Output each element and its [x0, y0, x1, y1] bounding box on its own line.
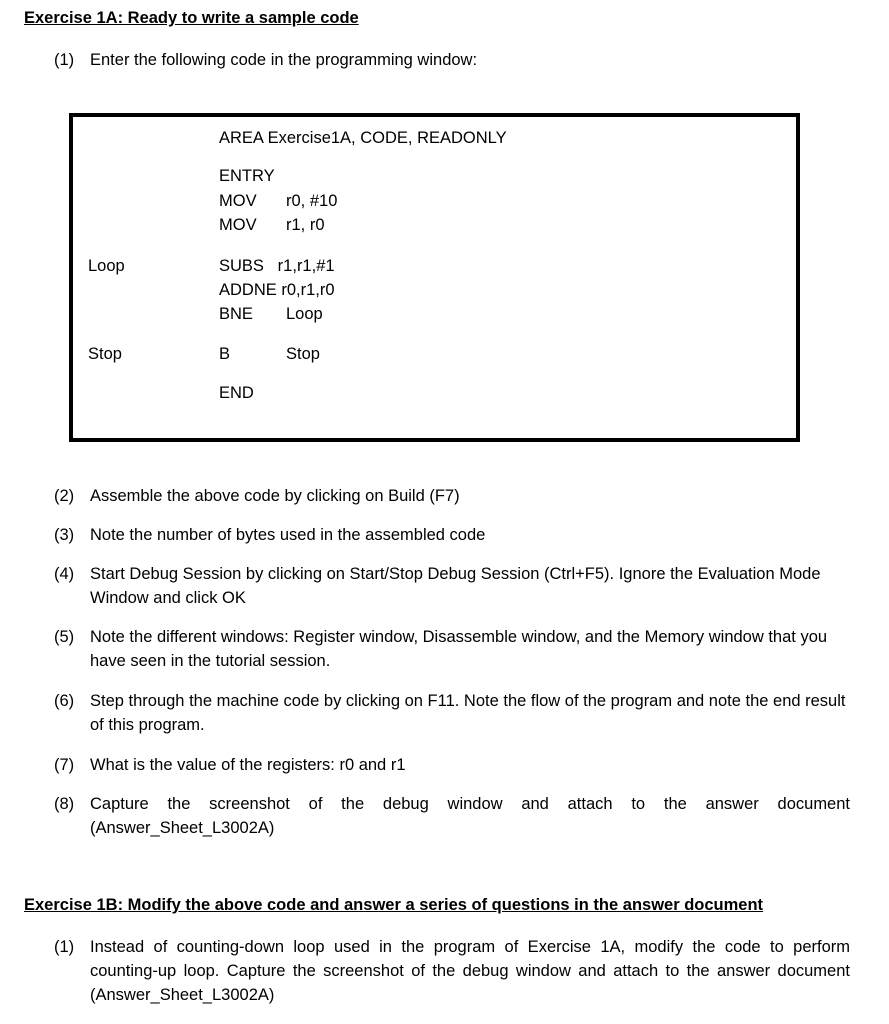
step-text: Start Debug Session by clicking on Start/Stop Debug Session (Ctrl+F5). Ignore the Evaluation Mode Window and click OK — [90, 565, 821, 607]
exercise-1a-step-4 — [54, 562, 850, 610]
step-text: Note the different windows: Register window, Disassemble window, and the Memory window that you have seen in the tutorial session. — [90, 628, 828, 670]
code-subs-line: SUBS r1,r1,#1 — [219, 257, 335, 275]
exercise-1a-title: Exercise 1A: Ready to write a sample code — [24, 9, 359, 27]
code-mov-2-args: r1, r0 — [286, 216, 325, 234]
code-b-op: B — [219, 345, 231, 363]
code-area-line: AREA Exercise1A, CODE, READONLY — [219, 129, 507, 147]
exercise-1a-step-5 — [54, 625, 850, 673]
code-end-line: END — [219, 384, 254, 402]
code-bne-args: Loop — [286, 305, 323, 323]
step-number: (6) — [54, 692, 75, 710]
exercise-1b-title: Exercise 1B: Modify the above code and answer a series of questions in the answer document — [24, 896, 764, 914]
code-mov-2-op: MOV — [219, 216, 257, 234]
exercise-1a-step-6 — [54, 689, 850, 737]
code-bne-op: BNE — [219, 305, 253, 323]
step-text: Step through the machine code by clicking on F11. Note the flow of the program and note the end result of this program. — [90, 692, 846, 734]
step-number: (1) — [54, 51, 75, 69]
exercise-1a-step-3 — [54, 523, 850, 547]
code-mov-1-op: MOV — [219, 192, 257, 210]
code-listing-box — [69, 113, 800, 442]
step-number: (2) — [54, 487, 75, 505]
step-number: (8) — [54, 795, 75, 813]
step-number: (5) — [54, 628, 75, 646]
step-number: (4) — [54, 565, 75, 583]
step-text: Capture the screenshot of the debug window and attach to the answer document (Answer_Sheet_L3002A) — [90, 795, 850, 837]
exercise-1b-step-1 — [54, 935, 850, 1007]
step-text: Note the number of bytes used in the assembled code — [90, 526, 486, 544]
step-text: Assemble the above code by clicking on Build (F7) — [90, 487, 460, 505]
exercise-1a-step-1 — [54, 48, 850, 72]
step-text: Enter the following code in the programming window: — [90, 51, 478, 69]
code-mov-1-args: r0, #10 — [286, 192, 338, 210]
code-entry-line: ENTRY — [219, 167, 275, 185]
step-text: What is the value of the registers: r0 and r1 — [90, 756, 406, 774]
code-addne-line: ADDNE r0,r1,r0 — [219, 281, 335, 299]
code-b-args: Stop — [286, 345, 320, 363]
step-number: (7) — [54, 756, 75, 774]
exercise-1a-step-7 — [54, 753, 850, 777]
step-number: (3) — [54, 526, 75, 544]
step-text: Instead of counting-down loop used in the program of Exercise 1A, modify the code to perform counting-up loop. Capture the screenshot of the debug window and attach to the answer document (Answer_Sheet_L3002A) — [90, 938, 850, 1004]
code-loop-label: Loop — [88, 257, 125, 275]
step-number: (1) — [54, 938, 75, 956]
exercise-1a-step-8 — [54, 792, 850, 840]
exercise-1a-step-2 — [54, 484, 850, 508]
code-stop-label: Stop — [88, 345, 122, 363]
